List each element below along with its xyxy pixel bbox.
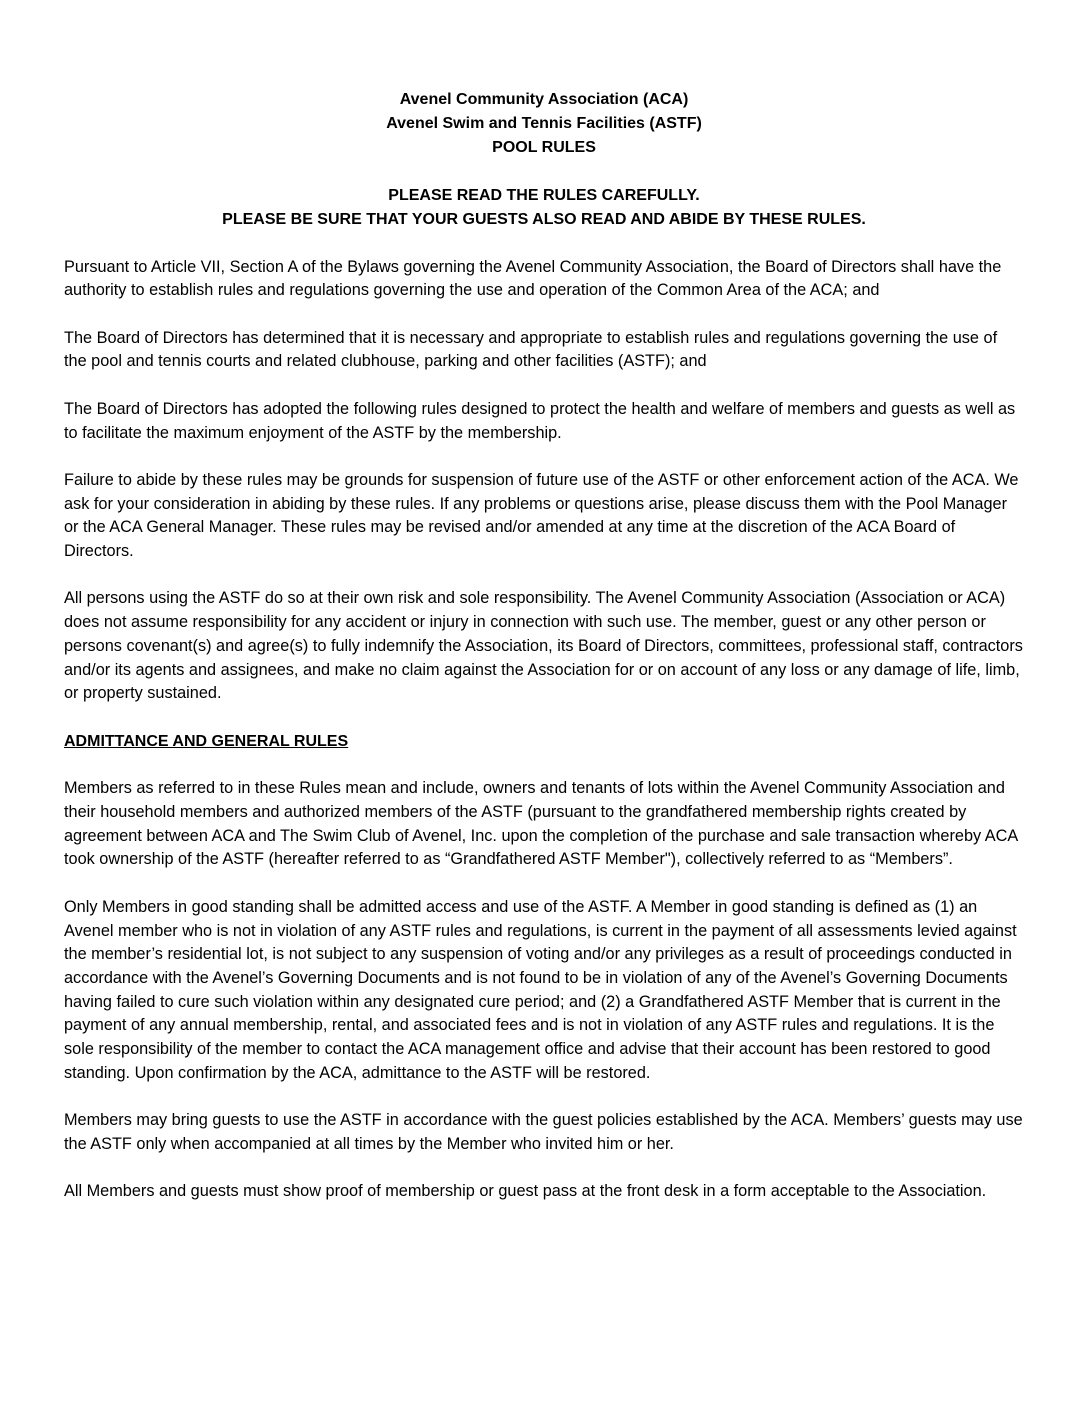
notice-line-2: PLEASE BE SURE THAT YOUR GUESTS ALSO READ AND ABIDE BY THESE RULES. — [222, 211, 866, 228]
section-title: ADMITTANCE AND GENERAL RULES — [64, 732, 349, 750]
section-paragraph-1: Members as referred to in these Rules mean and include, owners and tenants of lots within the Avenel Community Association and their household members and authorized members of the ASTF (pursuant to the grandfathered membership rights created by agreement between ACA and The Swim Club of Avenel, Inc. upon the completion of the purchase and sale transaction whereby ACA took ownership of the ASTF (hereafter referred to as “Grandfathered ASTF Member"), collectively referred to as “Members”. — [64, 779, 1018, 869]
notice-line-1: PLEASE READ THE RULES CAREFULLY. — [388, 187, 700, 204]
header-association-name: Avenel Community Association (ACA) — [399, 91, 689, 108]
document-page — [64, 88, 1024, 1204]
intro-paragraph-5: All persons using the ASTF do so at their own risk and sole responsibility. The Avenel Community Association (Association or ACA) does not assume responsibility for any accident or injury in connection with such use. The member, guest or any other person or persons covenant(s) and agree(s) to fully indemnify the Association, its Board of Directors, committees, professional staff, contractors and/or its agents and assignees, and make no claim against the Association for or on account of any loss or any damage of life, limb, or property sustained. — [64, 589, 1023, 703]
document-header — [64, 88, 1024, 160]
header-facility-name: Avenel Swim and Tennis Facilities (ASTF) — [386, 115, 702, 132]
intro-paragraph-3: The Board of Directors has adopted the following rules designed to protect the health and welfare of members and guests as well as to facilitate the maximum enjoyment of the ASTF by the membership. — [64, 399, 1016, 442]
section-paragraph-3: Members may bring guests to use the ASTF in accordance with the guest policies established by the ACA. Members’ guests may use the ASTF only when accompanied at all times by the Member who invited him or her. — [64, 1111, 1023, 1153]
section-paragraph-4: All Members and guests must show proof of membership or guest pass at the front desk in a form acceptable to the Association. — [64, 1182, 987, 1201]
notice-block — [64, 184, 1024, 232]
intro-paragraph-4: Failure to abide by these rules may be grounds for suspension of future use of the ASTF or other enforcement action of the ACA. We ask for your consideration in abiding by these rules. If any problems or questions arise, please discuss them with the Pool Manager or the ACA General Manager. These rules may be revised and/or amended at any time at the discretion of the ACA Board of Directors. — [64, 470, 1019, 561]
intro-paragraph-1: Pursuant to Article VII, Section A of the Bylaws governing the Avenel Community Association, the Board of Directors shall have the authority to establish rules and regulations governing the use and operation of the Common Area of the ACA; and — [64, 257, 1002, 300]
section-paragraph-2: Only Members in good standing shall be admitted access and use of the ASTF. A Member in good standing is defined as (1) an Avenel member who is not in violation of any ASTF rules and regulations, is current in the payment of all assessments levied against the member’s residential lot, is not subject to any suspension of voting and/or any privileges as a result of proceedings conducted in accordance with the Avenel’s Governing Documents and is not found to be in violation of any of the Avenel’s Governing Documents having failed to cure such violation within any designated cure period; and (2) a Grandfathered ASTF Member that is current in the payment of any annual membership, rental, and associated fees and is not in violation of any ASTF rules and regulations. It is the sole responsibility of the member to contact the ACA management office and advise that their account has been restored to good standing. Upon confirmation by the ACA, admittance to the ASTF will be restored. — [64, 897, 1017, 1082]
intro-paragraph-2: The Board of Directors has determined that it is necessary and appropriate to establish rules and regulations governing the use of the pool and tennis courts and related clubhouse, parking and other facilities (ASTF); and — [64, 328, 998, 371]
document-title: POOL RULES — [492, 139, 596, 156]
